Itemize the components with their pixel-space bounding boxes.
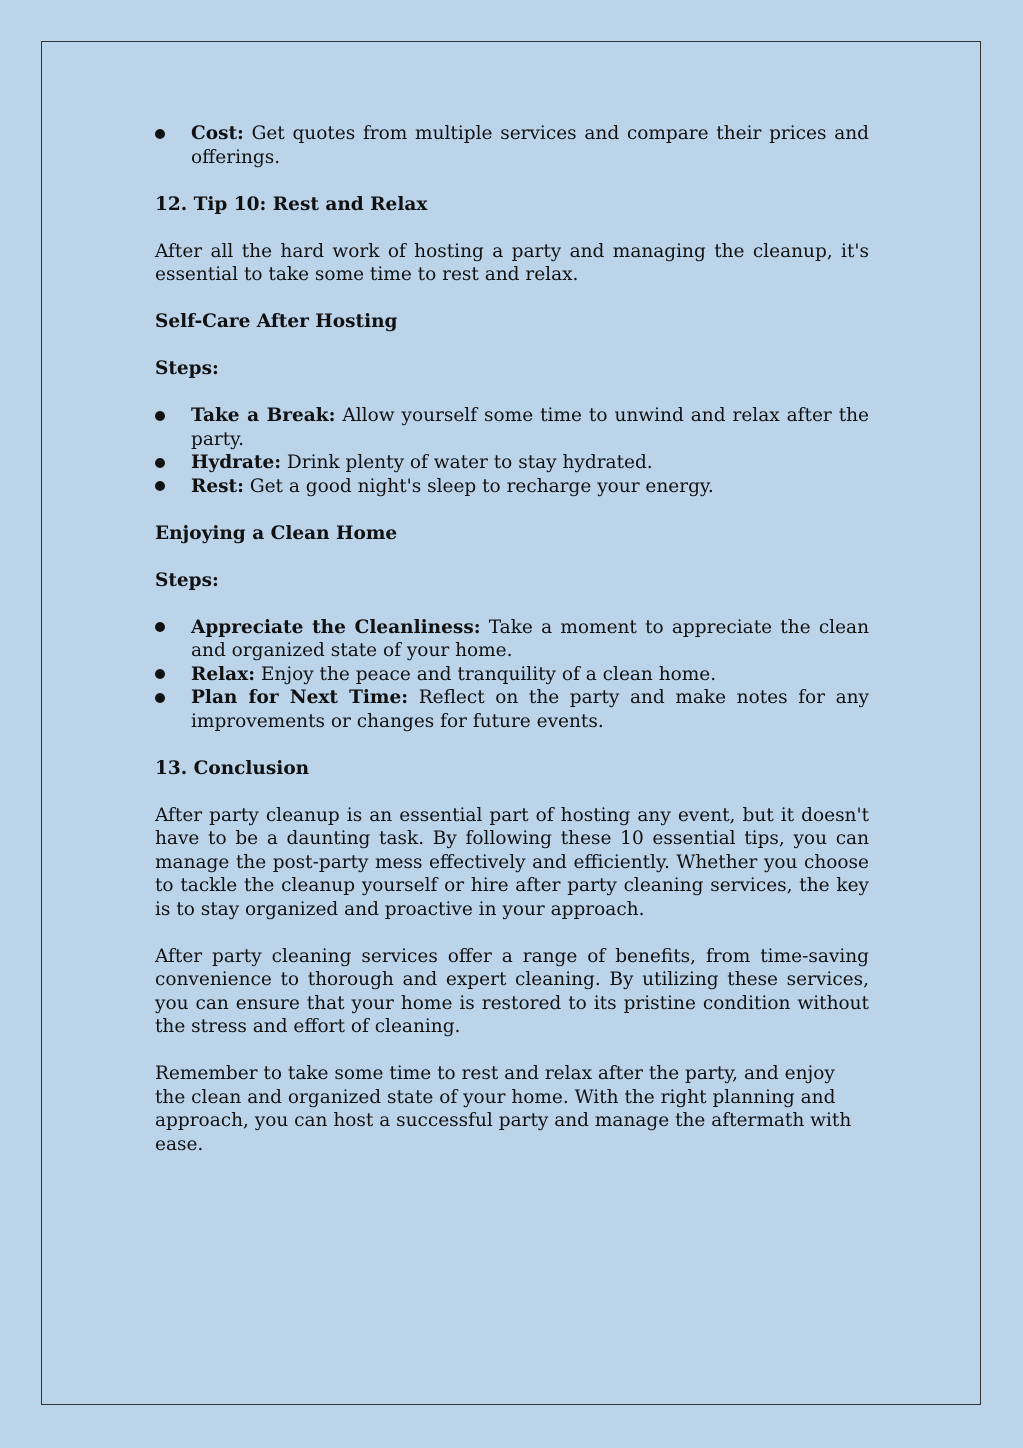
bullet-icon: [155, 622, 165, 632]
list-item-term: Plan for Next Time:: [191, 687, 409, 708]
bullet-icon: [155, 669, 165, 679]
list-item-plan-next-time: [155, 686, 869, 733]
conclusion-paragraph-2: After party cleaning services offer a range of benefits, from time-saving convenience to thorough and expert cleaning. By utilizing these services, you can ensure that your home is restored to its pristine condition without the stress and effort of cleaning.: [155, 945, 869, 1037]
list-item-text: Take a moment to appreciate the clean and organized state of your home.: [191, 616, 869, 661]
list-item-text: Get quotes from multiple services and compare their prices and offerings.: [191, 123, 869, 168]
list-item-term: Relax:: [191, 663, 256, 685]
bullet-icon: [155, 481, 165, 491]
bullet-icon: [155, 411, 165, 421]
conclusion-paragraph-1: After party cleanup is an essential part of hosting any event, but it doesn't have to be a daunting task. By following these 10 essential tips, you can manage the post-party mess effectively and efficiently. Whether you choose to tackle the cleanup yourself or hire after party cleaning services, the key is to stay organized and proactive in your approach.: [155, 804, 869, 920]
bullet-icon: [155, 693, 165, 703]
list-item-text: Enjoy the peace and tranquility of a clean home.: [255, 663, 717, 685]
list-item-cost: [155, 122, 869, 169]
self-care-steps-list: [155, 404, 869, 498]
subheading-self-care: Self-Care After Hosting: [155, 311, 398, 332]
section-heading-conclusion: 13. Conclusion: [155, 757, 310, 779]
list-item-take-a-break: [155, 404, 869, 451]
conclusion-paragraph-3: Remember to take some time to rest and relax after the party, and enjoy the clean and organized state of your home. With the right planning and approach, you can host a successful party and manage the aftermath with ease.: [155, 1063, 852, 1155]
list-item-term: Rest:: [191, 475, 244, 497]
list-item-term: Take a Break:: [191, 405, 336, 426]
list-item-text: Reflect on the party and make notes for any improvements or changes for future events.: [191, 687, 870, 732]
list-item-hydrate: [155, 451, 869, 475]
subheading-clean-home: Enjoying a Clean Home: [155, 522, 398, 544]
bullet-icon: [155, 458, 165, 468]
list-item-text: Get a good night's sleep to recharge your energy.: [243, 475, 714, 497]
list-item-text: Allow yourself some time to unwind and relax after the party.: [191, 405, 870, 450]
cost-bullet-list: [155, 122, 869, 169]
list-item-rest: [155, 475, 869, 499]
steps-label-self-care: Steps:: [155, 358, 219, 379]
list-item-term: Hydrate:: [191, 452, 282, 473]
clean-home-steps-list: [155, 616, 869, 734]
document-body: [155, 122, 869, 1180]
steps-label-clean-home: Steps:: [155, 569, 219, 591]
bullet-icon: [155, 129, 165, 139]
list-item-term: Cost:: [191, 123, 244, 144]
tip10-intro-paragraph: After all the hard work of hosting a party and managing the cleanup, it's essential to take some time to rest and relax.: [155, 240, 869, 285]
list-item-appreciate: [155, 616, 869, 663]
section-heading-tip10: 12. Tip 10: Rest and Relax: [155, 193, 428, 215]
list-item-text: Drink plenty of water to stay hydrated.: [281, 452, 653, 473]
list-item-relax: [155, 663, 869, 687]
list-item-term: Appreciate the Cleanliness:: [191, 616, 481, 638]
